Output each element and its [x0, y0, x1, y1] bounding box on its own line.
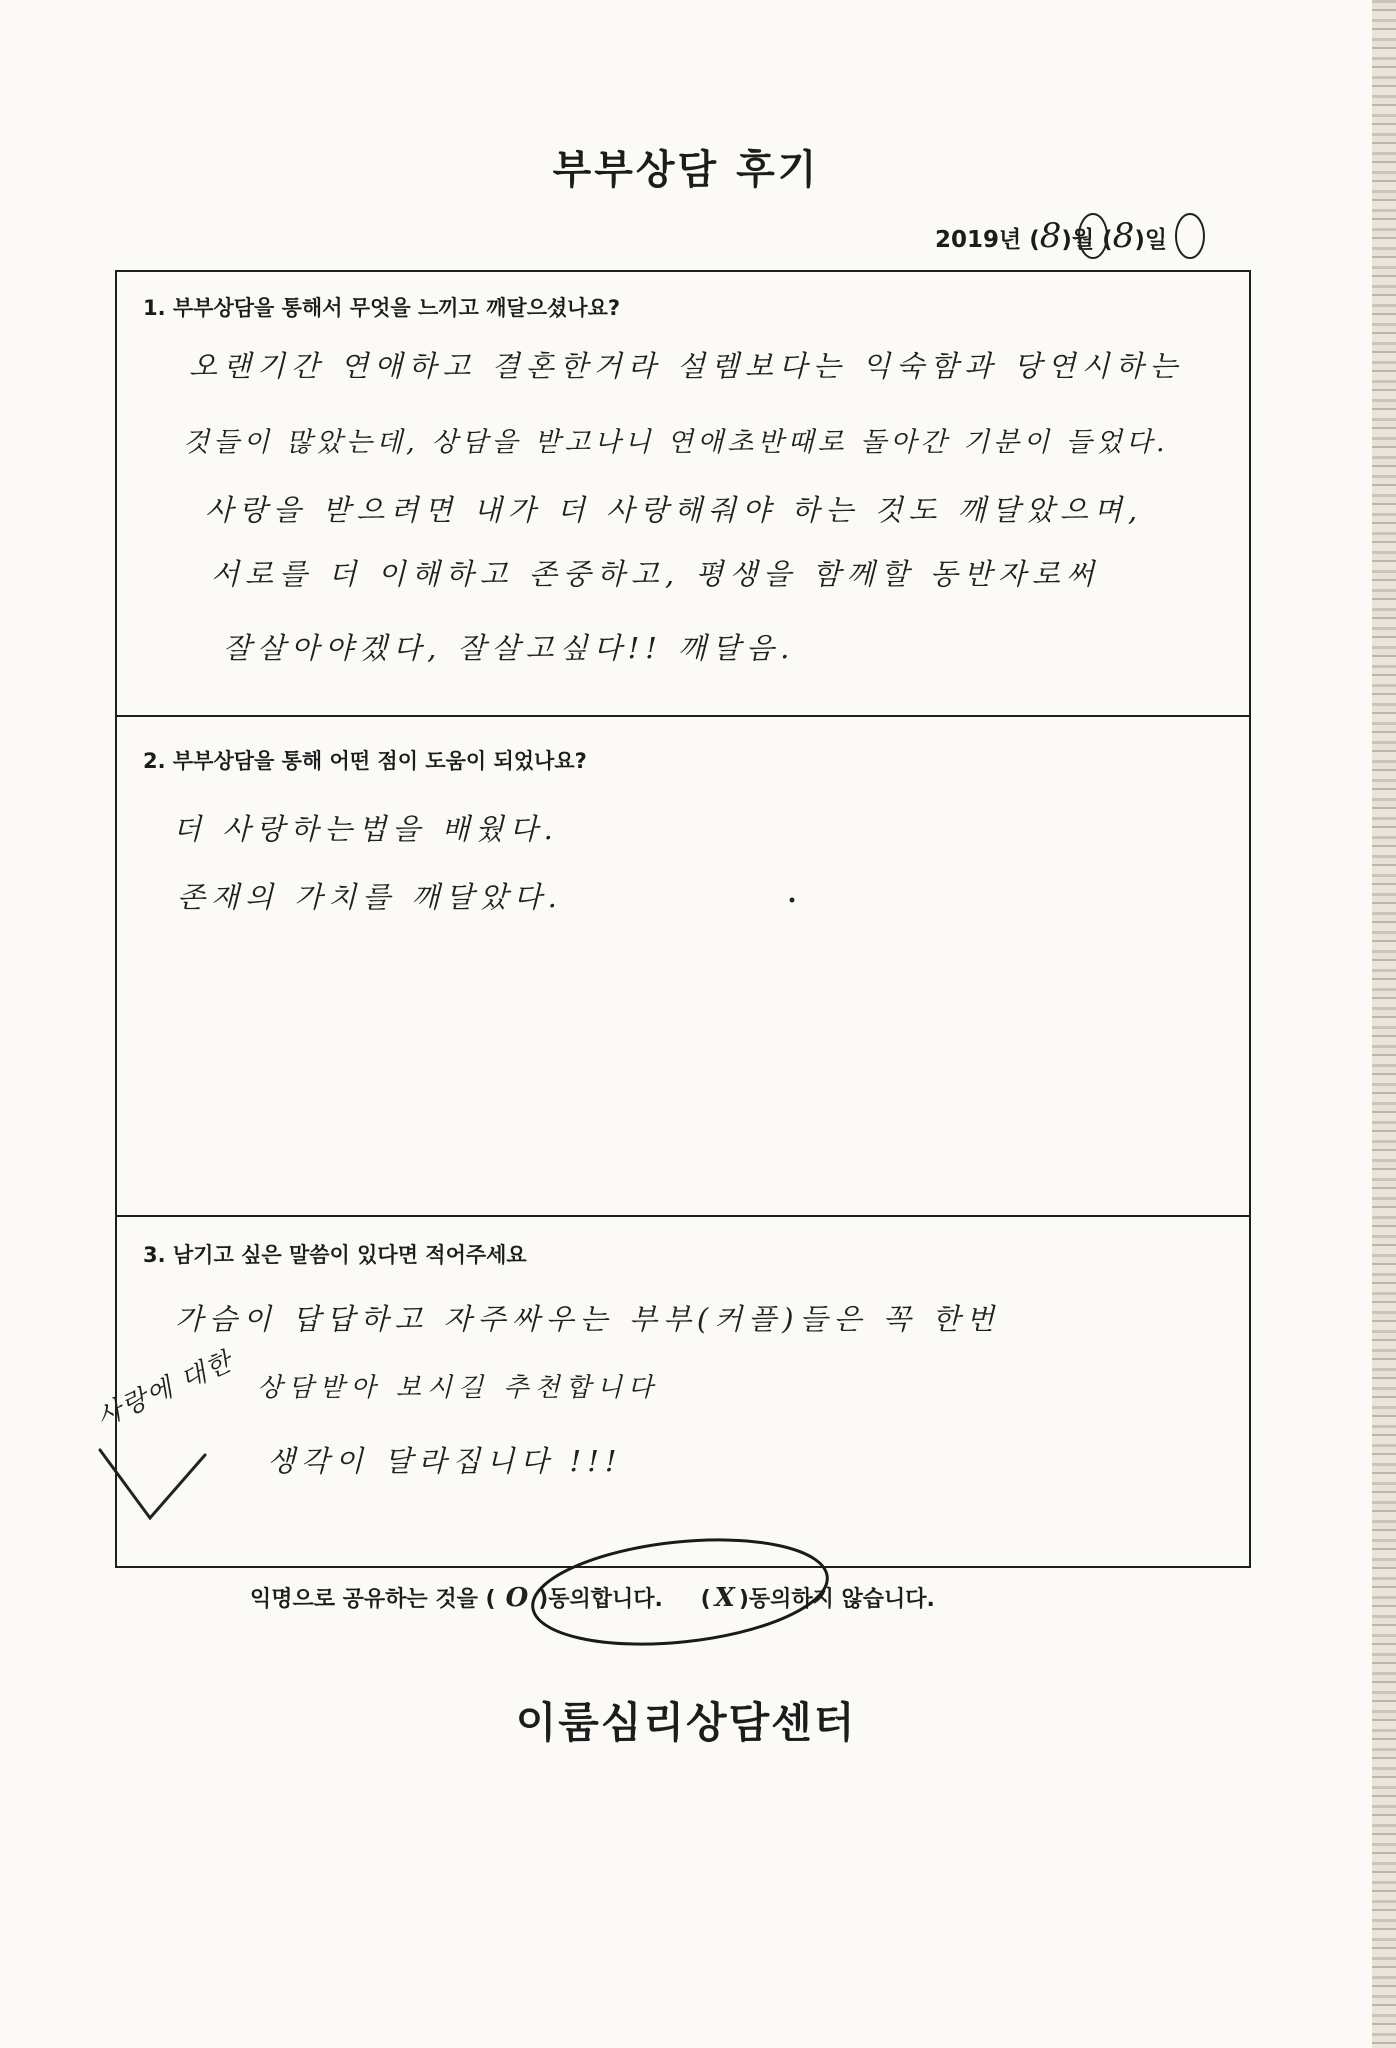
date-line: 2019년 (8)월 (8)일: [935, 216, 1168, 256]
answer-2-line-1: 더 사랑하는법을 배웠다.: [173, 812, 559, 846]
answer-3-line-3: 생각이 달라집니다 !!!: [267, 1444, 623, 1478]
consent-agree-mark: O: [505, 1583, 529, 1613]
consent-prefix: 익명으로 공유하는 것을 (: [250, 1587, 496, 1612]
answer-1-line-1: 오랜기간 연애하고 결혼한거라 설렘보다는 익숙함과 당연시하는: [189, 349, 1184, 383]
answer-2-line-2: 존재의 가치를 깨달았다.: [177, 880, 563, 914]
consent-disagree-mark: X: [714, 1583, 735, 1613]
document-title: 부부상담 후기: [552, 147, 820, 193]
date-day-value: 8: [1112, 216, 1135, 256]
margin-note-text: 사랑에 대한: [92, 1346, 238, 1433]
answer-1-line-5: 잘살아야겠다, 잘살고싶다!! 깨달음.: [223, 631, 796, 665]
center-name: 이룸심리상담센터: [515, 1698, 857, 1747]
section-3: [117, 1215, 1249, 1568]
question-1: 1. 부부상담을 통해서 무엇을 느끼고 깨달으셨나요?: [143, 296, 621, 320]
consent-agree-label: )동의합니다.: [538, 1587, 663, 1612]
answer-1-line-4: 서로를 더 이해하고 존중하고, 평생을 함께할 동반자로써: [211, 557, 1100, 591]
section-1: [117, 272, 1249, 715]
background-edge: [1372, 0, 1396, 2048]
consent-line: [250, 1582, 935, 1613]
date-year: 2019년: [935, 227, 1022, 253]
date-day-label: 일: [1144, 227, 1168, 253]
date-month-value: 8: [1039, 216, 1062, 256]
answer-1-line-2: 것들이 많았는데, 상담을 받고나니 연애초반때로 돌아간 기분이 들었다.: [183, 427, 1169, 458]
review-form: [115, 270, 1251, 1568]
answer-3-line-2: 상담받아 보시길 추천합니다: [257, 1373, 659, 1403]
answer-1-line-3: 사랑을 받으려면 내가 더 사랑해줘야 하는 것도 깨달았으며,: [205, 493, 1144, 527]
question-3: 3. 남기고 싶은 말씀이 있다면 적어주세요: [143, 1243, 527, 1267]
consent-disagree-open: (: [700, 1587, 711, 1612]
question-2: 2. 부부상담을 통해 어떤 점이 도움이 되었나요?: [143, 749, 587, 773]
date-month-label: 월: [1071, 227, 1095, 253]
section-2: [117, 715, 1249, 1215]
consent-disagree-label: )동의하지 않습니다.: [738, 1587, 935, 1612]
answer-3-line-1: 가슴이 답답하고 자주싸우는 부부(커플)들은 꼭 한번: [175, 1302, 1001, 1336]
